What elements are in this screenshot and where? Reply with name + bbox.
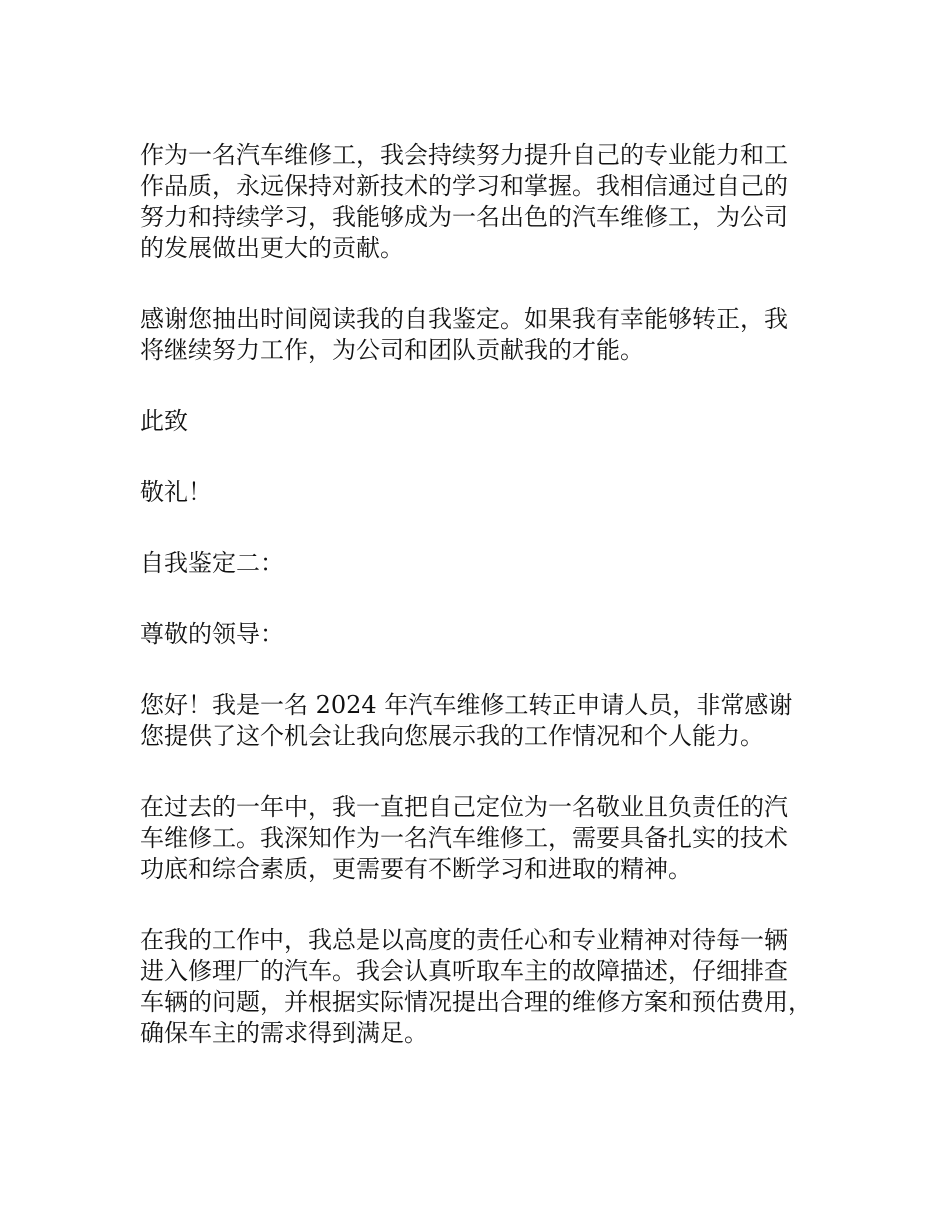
text-line: 进入修理厂的汽车。我会认真听取车主的故障描述，仔细排查: [140, 957, 788, 985]
paragraph-spacer: [140, 264, 830, 304]
letter-greeting: [140, 619, 830, 650]
text-line: 敬礼！: [140, 478, 212, 506]
text-line: 的发展做出更大的贡献。: [140, 234, 404, 262]
text-line: 自我鉴定二：: [140, 549, 284, 577]
paragraph-spacer: [140, 650, 830, 690]
closing-salutation: [140, 406, 830, 437]
paragraph-spacer: [140, 366, 830, 406]
paragraph-introduction: [140, 690, 830, 752]
text-line: 您提供了这个机会让我向您展示我的工作情况和个人能力。: [140, 722, 764, 750]
text-line: 将继续努力工作，为公司和团队贡献我的才能。: [140, 336, 644, 364]
closing-regards: [140, 477, 830, 508]
text-line: 功底和综合素质，更需要有不断学习和进取的精神。: [140, 855, 692, 883]
paragraph-thanks: [140, 304, 830, 366]
text-line: 作为一名汽车维修工，我会持续努力提升自己的专业能力和工: [140, 141, 788, 169]
paragraph-spacer: [140, 885, 830, 925]
paragraph-spacer: [140, 579, 830, 619]
text-line: 作品质，永远保持对新技术的学习和掌握。我相信通过自己的: [140, 172, 788, 200]
section-heading: [140, 548, 830, 579]
paragraph-spacer: [140, 508, 830, 548]
paragraph-past-year: [140, 792, 830, 885]
text-line: 努力和持续学习，我能够成为一名出色的汽车维修工，为公司: [140, 203, 788, 231]
text-line: 尊敬的领导：: [140, 620, 284, 648]
text-line: 车维修工。我深知作为一名汽车维修工，需要具备扎实的技术: [140, 824, 788, 852]
paragraph-work-attitude: [140, 925, 830, 1049]
paragraph-spacer: [140, 752, 830, 792]
text-line: 在我的工作中，我总是以高度的责任心和专业精神对待每一辆: [140, 926, 788, 954]
text-line: 确保车主的需求得到满足。: [140, 1019, 428, 1047]
text-line: 此致: [140, 407, 188, 435]
paragraph-spacer: [140, 437, 830, 477]
text-line: 感谢您抽出时间阅读我的自我鉴定。如果我有幸能够转正，我: [140, 305, 788, 333]
text-line: 车辆的问题，并根据实际情况提出合理的维修方案和预估费用，: [140, 988, 812, 1016]
document-body: [140, 140, 830, 1049]
paragraph-commitment: [140, 140, 830, 264]
text-line: 您好！我是一名 2024 年汽车维修工转正申请人员，非常感谢: [140, 691, 793, 719]
text-line: 在过去的一年中，我一直把自己定位为一名敬业且负责任的汽: [140, 793, 788, 821]
